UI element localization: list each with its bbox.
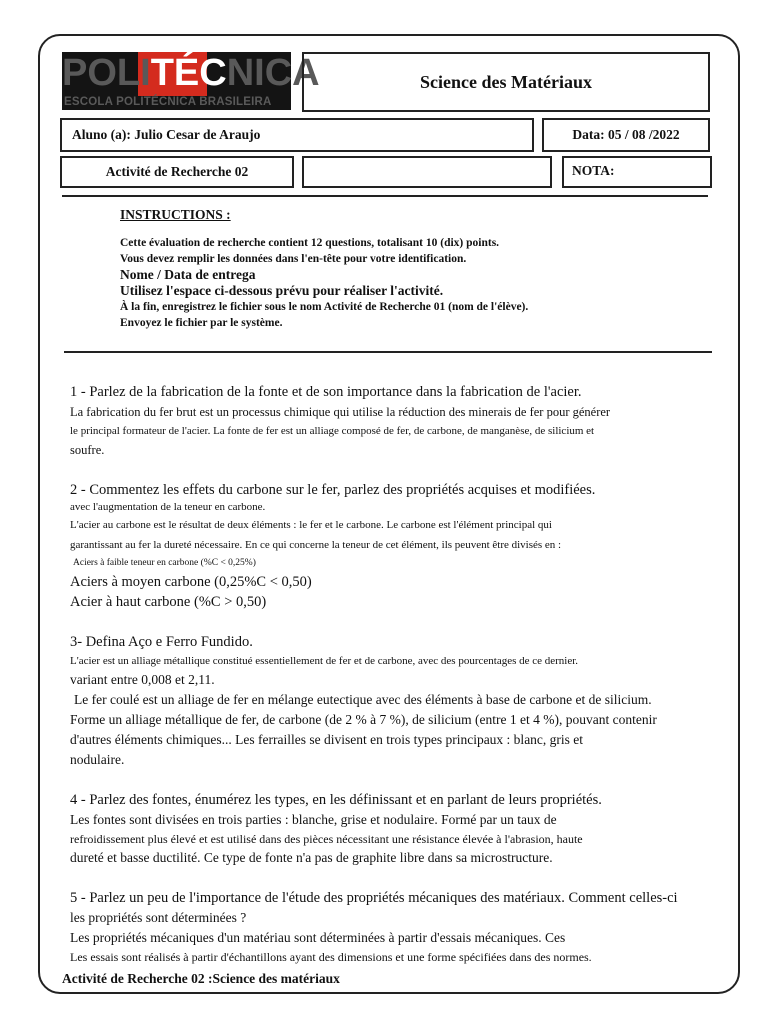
instruction-line: Envoyez le fichier par le système. bbox=[120, 317, 283, 329]
answer-line: L'acier au carbone est le résultat de deux éléments : le fer et le carbone. Le carbone est l'élément principal qui bbox=[70, 519, 552, 531]
answer-line: Acier à haut carbone (%C > 0,50) bbox=[70, 594, 267, 610]
answer-line: Forme un alliage métallique de fer, de carbone (de 2 % à 7 %), de silicium (entre 1 et 4 %), pouvant contenir bbox=[70, 712, 657, 727]
activity-label: Activité de Recherche 02 bbox=[60, 156, 294, 188]
instruction-line: À la fin, enregistrez le fichier sous le nom Activité de Recherche 01 (nom de l'élève). bbox=[120, 301, 529, 313]
answer-line: L'acier est un alliage métallique constitué essentiellement de fer et de carbone, avec des pourcentages de ce dernier. bbox=[70, 655, 579, 667]
answer-line: le principal formateur de l'acier. La fonte de fer est un alliage composé de fer, de carbone, de manganèse, de silicium et bbox=[70, 425, 595, 437]
politecnica-logo bbox=[62, 52, 320, 110]
page-footer: Activité de Recherche 02 :Science des matériaux bbox=[62, 971, 340, 986]
answer-line: Aciers à faible teneur en carbone (%C < 0,25%) bbox=[73, 558, 256, 568]
question-5-title-cont: les propriétés sont déterminées ? bbox=[70, 910, 247, 925]
question-4-title: 4 - Parlez des fontes, énumérez les types, en les définissant et en parlant de leurs propriétés. bbox=[70, 792, 602, 808]
answer-line: Les propriétés mécaniques d'un matériau sont déterminées à partir d'essais mécaniques. Ces bbox=[70, 930, 566, 945]
question-1-title: 1 - Parlez de la fabrication de la fonte et de son importance dans la fabrication de l'acier. bbox=[70, 384, 582, 400]
divider-top bbox=[62, 195, 708, 197]
question-3-title: 3- Defina Aço e Ferro Fundido. bbox=[70, 634, 253, 650]
answer-line: d'autres éléments chimiques... Les ferrailles se divisent en trois types principaux : blanc, gris et bbox=[70, 732, 584, 747]
answer-line: Le fer coulé est un alliage de fer en mélange eutectique avec des éléments à base de carbone et de silicium. bbox=[74, 692, 652, 707]
grade-field: NOTA: bbox=[562, 156, 712, 188]
divider-bottom bbox=[64, 351, 712, 353]
date-field: Data: 05 / 08 /2022 bbox=[542, 118, 710, 152]
instruction-line: Vous devez remplir les données dans l'en-tête pour votre identification. bbox=[120, 253, 467, 265]
instruction-line: Utilisez l'espace ci-dessous prévu pour réaliser l'activité. bbox=[120, 283, 444, 298]
blank-field bbox=[302, 156, 552, 188]
answer-line: La fabrication du fer brut est un processus chimique qui utilise la réduction des minerais de fer pour générer bbox=[70, 405, 611, 419]
answer-line: garantissant au fer la dureté nécessaire. En ce qui concerne la teneur de cet élément, ils peuvent être divisés en : bbox=[70, 539, 562, 551]
question-2-title: 2 - Commentez les effets du carbone sur le fer, parlez des propriétés acquises et modifiées. bbox=[70, 482, 596, 498]
instructions-block bbox=[120, 207, 700, 331]
answer-line: dureté et basse ductilité. Ce type de fonte n'a pas de graphite libre dans sa microstructure. bbox=[70, 850, 553, 865]
instruction-line: Nome / Data de entrega bbox=[120, 267, 256, 282]
question-5-title: 5 - Parlez un peu de l'importance de l'étude des propriétés mécaniques des matériaux. Comment celles-ci bbox=[70, 890, 678, 906]
logo-tagline: ESCOLA POLITÉCNICA BRASILEIRA bbox=[64, 96, 272, 108]
answer-line: Les essais sont réalisés à partir d'échantillons ayant des dimensions et une forme spécifiées dans des normes. bbox=[70, 950, 592, 964]
student-name: Aluno (a): Julio Cesar de Araujo bbox=[60, 118, 534, 152]
instruction-line: Cette évaluation de recherche contient 12 questions, totalisant 10 (dix) points. bbox=[120, 237, 500, 249]
answer-line: avec l'augmentation de la teneur en carbone. bbox=[70, 501, 266, 513]
answer-line: nodulaire. bbox=[70, 752, 125, 767]
answer-line: Aciers à moyen carbone (0,25%C < 0,50) bbox=[70, 574, 312, 590]
questions-section bbox=[70, 382, 710, 966]
answer-line: refroidissement plus élevé et est utilisé dans des pièces nécessitant une résistance élevée à l'abrasion, haute bbox=[70, 832, 583, 846]
answer-line: Les fontes sont divisées en trois parties : blanche, grise et nodulaire. Formé par un taux de bbox=[70, 812, 557, 827]
logo-wordmark: POLITÉCNICA bbox=[62, 52, 320, 94]
course-title: Science des Matériaux bbox=[302, 52, 710, 112]
answer-line: variant entre 0,008 et 2,11. bbox=[70, 672, 215, 687]
instructions-heading: INSTRUCTIONS : bbox=[120, 207, 231, 222]
answer-line: soufre. bbox=[70, 443, 105, 457]
